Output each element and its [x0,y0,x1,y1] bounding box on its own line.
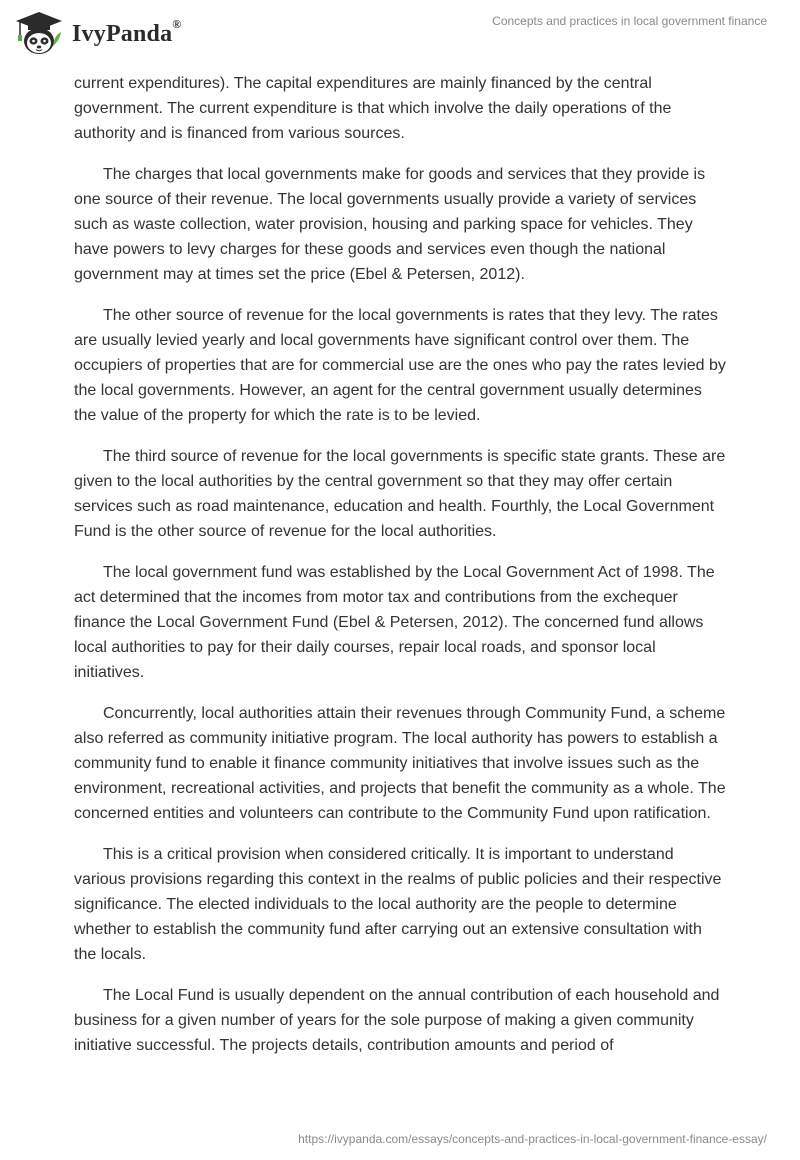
paragraph: current expenditures). The capital expenditures are mainly financed by the central government. The current expenditure is that which involve the daily operations of the authority and is financed from various sources. [74,75,672,142]
paragraph: The local government fund was established by the Local Government Act of 1998. The act determined that the incomes from motor tax and contributions from the exchequer finance the Local Government Fund (Ebel & Petersen, 2012). The concerned fund allows local authorities to pay for their daily courses, repair local roads, and sponsor local initiatives. [74,564,715,681]
paragraph: Concurrently, local authorities attain their revenues through Community Fund, a scheme also referred as community initiative program. The local authority has powers to establish a community fund to enable it finance community initiatives that involve issues such as the environment, recreational activities, and projects that benefit the community as a whole. The concerned entities and volunteers can contribute to the Community Fund upon ratification. [74,705,726,822]
paragraph: The Local Fund is usually dependent on the annual contribution of each household and business for a given number of years for the sole purpose of making a given community initiative successful. The projects details, contribution amounts and period of [74,987,720,1054]
paragraph: The other source of revenue for the local governments is rates that they levy. The rates are usually levied yearly and local governments have significant control over them. The occupiers of properties that are for commercial use are the ones who pay the rates levied by the local governments. However, an agent for the central government usually determines the value of the property for which the rate is to be levied. [74,307,726,424]
panda-graduate-icon [14,10,64,56]
registered-mark: ® [172,16,182,31]
page-header [0,0,800,64]
document-title: Concepts and practices in local government finance [492,14,767,28]
paragraph: This is a critical provision when considered critically. It is important to understand various provisions regarding this context in the realms of public policies and their respective significance. The elected individuals to the local authority are the people to determine whether to establish the community fund after carrying out an extensive consultation with the locals. [74,846,722,963]
paragraph: The charges that local governments make for goods and services that they provide is one source of their revenue. The local governments usually provide a variety of services such as waste collection, water provision, housing and parking space for vehicles. They have powers to levy charges for these goods and services even though the national government may at times set the price (Ebel & Petersen, 2012). [74,166,706,283]
brand-name: IvyPanda® [72,16,182,47]
paragraph: The third source of revenue for the local governments is specific state grants. These are given to the local authorities by the central government so that they may offer certain services such as road maintenance, education and health. Fourthly, the Local Government Fund is the other source of revenue for the local authorities. [74,448,726,540]
ivypanda-logo[interactable] [14,10,181,56]
essay-body [74,71,728,1074]
source-url[interactable]: https://ivypanda.com/essays/concepts-and-practices-in-local-government-finance-essay/ [298,1132,767,1146]
